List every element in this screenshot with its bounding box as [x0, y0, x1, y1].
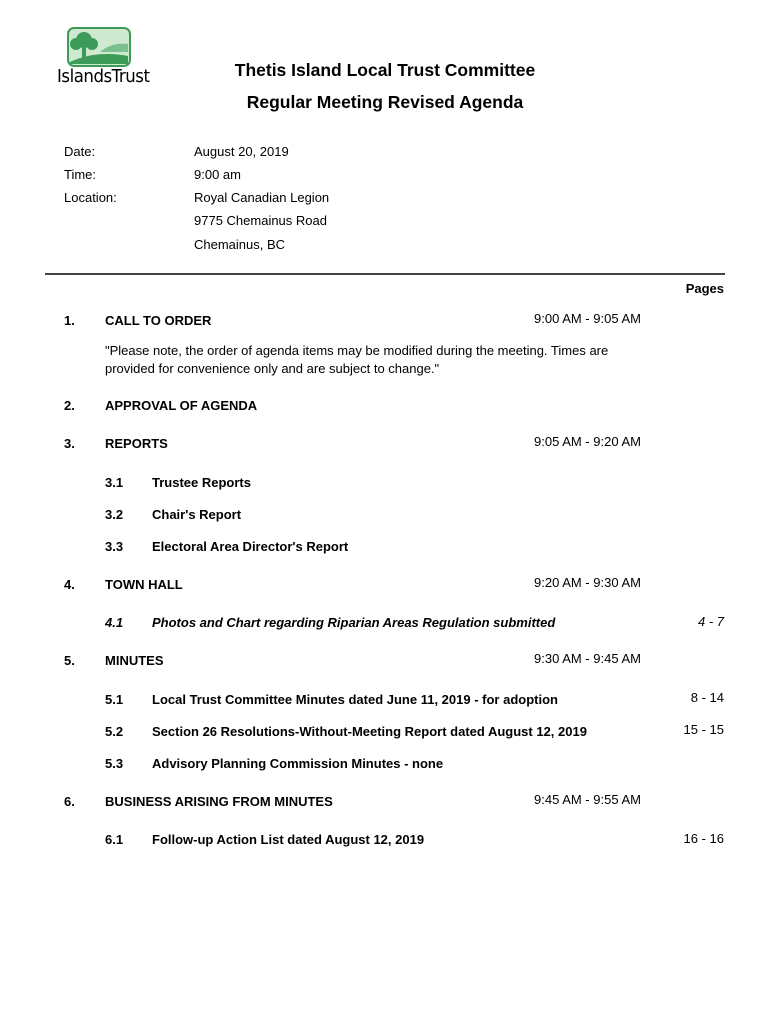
subitem-number: 3.3: [105, 539, 124, 554]
pages-header: Pages: [685, 281, 724, 296]
item-time: 9:45 AM - 9:55 AM: [534, 792, 641, 807]
subitem-title: Local Trust Committee Minutes dated June 11, 2019 - for adoption: [152, 692, 558, 707]
item-time: 9:20 AM - 9:30 AM: [534, 575, 641, 590]
item-number: 5.: [64, 653, 75, 668]
subitem-title: Electoral Area Director's Report: [152, 539, 349, 554]
item-number: 6.: [64, 794, 75, 809]
page-subtitle: Regular Meeting Revised Agenda: [246, 92, 524, 112]
item-title: CALL TO ORDER: [105, 313, 212, 328]
item-time: 9:00 AM - 9:05 AM: [534, 311, 641, 326]
item-title: TOWN HALL: [105, 577, 183, 592]
time-value: 9:00 am: [194, 167, 241, 182]
subitem-number: 4.1: [105, 615, 124, 630]
page-title: Thetis Island Local Trust Committee: [234, 60, 536, 80]
subitem-number: 5.2: [105, 724, 124, 739]
subitem-title: Follow-up Action List dated August 12, 2019: [152, 832, 425, 847]
item-time: 9:30 AM - 9:45 AM: [534, 651, 641, 666]
subitem-number: 3.2: [105, 507, 124, 522]
item-time: 9:05 AM - 9:20 AM: [534, 434, 641, 449]
subitem-number: 6.1: [105, 832, 124, 847]
divider: [45, 273, 725, 275]
date-value: August 20, 2019: [194, 144, 289, 159]
item-number: 3.: [64, 436, 75, 451]
item-title: BUSINESS ARISING FROM MINUTES: [105, 794, 333, 809]
location-line-3: Chemainus, BC: [194, 237, 286, 252]
time-label: Time:: [64, 167, 97, 182]
location-line-2: 9775 Chemainus Road: [194, 213, 327, 228]
subitem-pages: 4 - 7: [697, 614, 724, 629]
subitem-pages: 8 - 14: [690, 690, 724, 705]
item-number: 2.: [64, 398, 75, 413]
subitem-number: 5.1: [105, 692, 124, 707]
subitem-title: Trustee Reports: [152, 475, 251, 490]
subitem-title: Section 26 Resolutions-Without-Meeting Report dated August 12, 2019: [152, 724, 587, 739]
subitem-title: Photos and Chart regarding Riparian Areas Regulation submitted: [152, 615, 556, 630]
item-title: MINUTES: [105, 653, 164, 668]
agenda-note: "Please note, the order of agenda items may be modified during the meeting. Times are provided for convenience only and are subject to change.": [105, 343, 609, 376]
item-title: APPROVAL OF AGENDA: [105, 398, 258, 413]
location-line-1: Royal Canadian Legion: [194, 190, 330, 205]
item-title: REPORTS: [105, 436, 168, 451]
subitem-number: 3.1: [105, 475, 124, 490]
subitem-pages: 16 - 16: [683, 831, 724, 846]
item-number: 4.: [64, 577, 75, 592]
item-number: 1.: [64, 313, 75, 328]
logo-text: IslandsTrust: [57, 66, 150, 87]
subitem-pages: 15 - 15: [683, 722, 724, 737]
date-label: Date:: [64, 144, 96, 159]
location-label: Location:: [64, 190, 117, 205]
subitem-title: Advisory Planning Commission Minutes - none: [152, 756, 444, 771]
subitem-title: Chair's Report: [152, 507, 242, 522]
subitem-number: 5.3: [105, 756, 124, 771]
